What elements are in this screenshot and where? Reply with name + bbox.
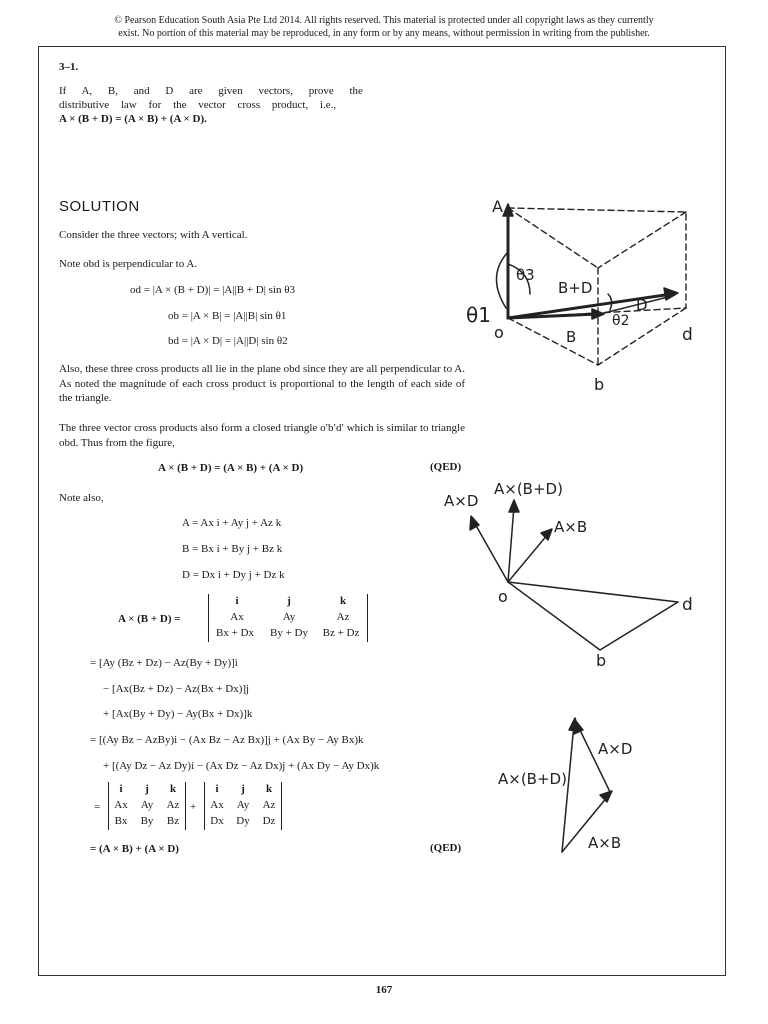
triangle-obd bbox=[508, 582, 678, 650]
det-cell: Bx bbox=[114, 815, 128, 827]
expansion-line-1: = [Ay (Bz + Dz) − Az(By + Dy)]i bbox=[90, 657, 238, 669]
vector-a-cross-d bbox=[474, 522, 508, 582]
equation-ob: ob = |A × B| = |A||B| sin θ1 bbox=[168, 310, 287, 322]
det-cell: j bbox=[241, 783, 245, 795]
label-a-cross-b: A×B bbox=[554, 518, 588, 536]
label-theta2: θ2 bbox=[612, 313, 630, 329]
prism-dashed-edge bbox=[508, 318, 598, 365]
problem-number: 3–1. bbox=[59, 61, 79, 73]
prism-dashed-top bbox=[508, 208, 686, 318]
det-cell: Ax bbox=[210, 799, 224, 811]
label-a-cross-d: A×D bbox=[444, 492, 479, 510]
label-theta3: θ3 bbox=[516, 266, 535, 284]
label-d-point: d bbox=[682, 325, 693, 345]
det-cell: i bbox=[215, 783, 219, 795]
label-b-plus-d: B+D bbox=[558, 279, 593, 297]
label-theta1: θ1 bbox=[466, 303, 491, 327]
arrowhead bbox=[541, 529, 552, 540]
det2-equals: = bbox=[94, 801, 101, 813]
problem-line-3: A × (B + D) = (A × B) + (A × D). bbox=[59, 113, 207, 125]
determinant-a-cross-d bbox=[204, 782, 282, 830]
label-d: D bbox=[636, 296, 648, 314]
solution-p3: Also, these three cross products all lie in the plane obd since they are all perpendicular to A. As noted the magnitude of each cross product is proportional to the length of each side of the triangle. bbox=[59, 363, 465, 404]
vector-a-cross-d bbox=[578, 726, 610, 792]
det-cell: Ay bbox=[236, 799, 250, 811]
det-cell: i bbox=[235, 595, 239, 607]
expansion-line-3: + [Ax(By + Dy) − Ay(Bx + Dx)]k bbox=[103, 708, 253, 720]
equation-a-components: A = Ax i + Ay j + Az k bbox=[182, 517, 282, 529]
vector-a-cross-b bbox=[508, 534, 548, 582]
det-cell: Ay bbox=[140, 799, 154, 811]
determinant-a-cross-b bbox=[108, 782, 186, 830]
det-cell: Dz bbox=[262, 815, 276, 827]
solution-p1: Consider the three vectors; with A vertical. bbox=[59, 229, 248, 241]
det-cell: Bz bbox=[166, 815, 180, 827]
solution-p5: Note also, bbox=[59, 492, 104, 504]
label-d-point: d bbox=[682, 595, 693, 615]
equation-b-components: B = Bx i + By j + Bz k bbox=[182, 543, 283, 555]
equation-od: od = |A × (B + D)| = |A||B + D| sin θ3 bbox=[130, 284, 296, 296]
det-cell: Ax bbox=[230, 611, 244, 623]
copyright-line-1: © Pearson Education South Asia Pte Ltd 2014. All rights reserved. This material is protected under all copyright laws as they currently bbox=[114, 15, 654, 26]
arrowhead bbox=[509, 500, 519, 512]
determinant-b-plus-d bbox=[208, 594, 368, 642]
theta1-arc bbox=[496, 252, 508, 308]
det-cell: Dx bbox=[210, 815, 224, 827]
qed-1: (QED) bbox=[430, 461, 462, 473]
det-cell: j bbox=[287, 595, 291, 607]
solution-p2: Note obd is perpendicular to A. bbox=[59, 258, 198, 270]
label-a-cross-d: A×D bbox=[598, 740, 633, 758]
vector-a-cross-b-plus-d bbox=[508, 506, 514, 582]
det-cell: k bbox=[339, 595, 347, 607]
det-cell: Bz + Dz bbox=[322, 627, 360, 639]
det-cell: k bbox=[265, 783, 273, 795]
label-b: B bbox=[566, 328, 577, 346]
label-b-point: b bbox=[594, 375, 605, 394]
problem-line-2: distributive law for the vector cross product, i.e., bbox=[59, 99, 337, 111]
det-cell: By bbox=[140, 815, 154, 827]
label-o: o bbox=[498, 587, 508, 606]
figure-vector-prism bbox=[460, 190, 720, 395]
det-cell: Bx + Dx bbox=[216, 627, 254, 639]
equation-distributive: A × (B + D) = (A × B) + (A × D) bbox=[158, 462, 304, 474]
prism-dashed-edge bbox=[508, 208, 598, 268]
expansion-line-4: = [(Ay Bz − AzBy)i − (Ax Bz − Az Bx)]j + (Ax By − Ay Bx)k bbox=[90, 734, 364, 746]
copyright-notice bbox=[0, 14, 768, 40]
det-cell: By + Dy bbox=[270, 627, 308, 639]
label-a-cross-b-plus-d: A×(B+D) bbox=[498, 770, 567, 788]
det-cell: k bbox=[169, 783, 177, 795]
label-a-cross-b: A×B bbox=[588, 834, 622, 852]
det-cell: Ay bbox=[282, 611, 296, 623]
det-cell: Az bbox=[166, 799, 180, 811]
label-o: o bbox=[494, 323, 504, 342]
vector-a-cross-b-plus-d bbox=[562, 724, 574, 852]
det-cell: Az bbox=[262, 799, 276, 811]
det-cell: Az bbox=[336, 611, 350, 623]
solution-heading: SOLUTION bbox=[59, 198, 140, 215]
solution-p4: The three vector cross products also form a closed triangle o′b′d′ which is similar to triangle obd. Thus from the figure, bbox=[59, 422, 465, 449]
equation-bd: bd = |A × D| = |A||D| sin θ2 bbox=[168, 335, 288, 347]
label-a: A bbox=[492, 197, 503, 216]
det-cell: Dy bbox=[236, 815, 250, 827]
label-b-point: b bbox=[596, 651, 607, 670]
label-a-cross-b-plus-d: A×(B+D) bbox=[494, 480, 563, 498]
expansion-line-5: + [(Ay Dz − Az Dy)i − (Ax Dz − Az Dx)j + (Ax Dy − Ay Dx)k bbox=[103, 760, 380, 772]
qed-2: (QED) bbox=[430, 842, 462, 854]
page-number: 167 bbox=[375, 984, 393, 996]
figure-closed-triangle bbox=[490, 712, 660, 862]
copyright-line-2: exist. No portion of this material may be reproduced, in any form or by any means, without permission in writing from the publisher. bbox=[118, 28, 650, 39]
determinant-lhs: A × (B + D) = bbox=[118, 613, 181, 625]
det-cell: j bbox=[145, 783, 149, 795]
det-cell: i bbox=[119, 783, 123, 795]
final-equation: = (A × B) + (A × D) bbox=[90, 843, 179, 855]
figure-cross-products bbox=[440, 470, 710, 670]
det-cell: Ax bbox=[114, 799, 128, 811]
problem-line-1: If A, B, and D are given vectors, prove the bbox=[59, 85, 363, 97]
equation-d-components: D = Dx i + Dy j + Dz k bbox=[182, 569, 285, 581]
det2-plus: + bbox=[190, 801, 197, 813]
prism-dashed-edge bbox=[598, 212, 686, 268]
expansion-line-2: − [Ax(Bz + Dz) − Az(Bx + Dx)]j bbox=[103, 683, 250, 695]
